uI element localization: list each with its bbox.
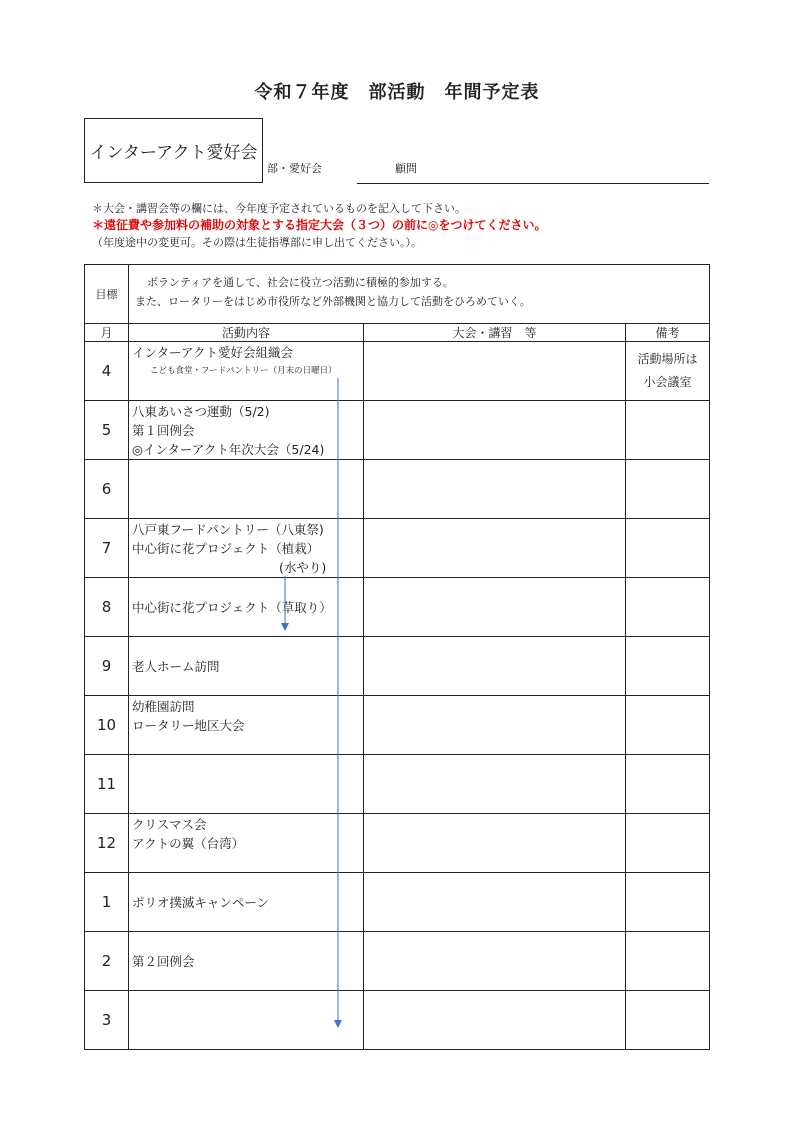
events-cell — [364, 814, 626, 873]
activity-line: クリスマス会 — [132, 817, 207, 832]
activity-line: アクトの翼（台湾） — [132, 836, 245, 851]
events-cell — [364, 696, 626, 755]
activity-line: 中心街に花プロジェクト（草取り） — [132, 600, 332, 615]
activity-line: ◎インターアクト年次大会（5/24) — [132, 442, 325, 457]
month-row — [85, 578, 710, 637]
month-row — [85, 991, 710, 1050]
month-cell: 7 — [85, 519, 129, 578]
header-row — [85, 324, 710, 342]
activity-line: ポリオ撲滅キャンペーン — [132, 895, 270, 910]
month-row — [85, 342, 710, 401]
activity-line: 八東あいさつ運動（5/2) — [132, 404, 270, 419]
activity-cell — [129, 401, 364, 460]
month-cell: 12 — [85, 814, 129, 873]
activity-cell — [129, 696, 364, 755]
header-activity: 活動内容 — [129, 324, 364, 342]
remarks-cell — [626, 696, 710, 755]
remarks-line: 小会議室 — [643, 375, 692, 389]
month-cell: 9 — [85, 637, 129, 696]
events-cell — [364, 637, 626, 696]
club-name-box — [84, 118, 263, 183]
activity-cell — [129, 814, 364, 873]
activity-cell — [129, 342, 364, 401]
activity-line: 第２回例会 — [132, 954, 195, 969]
activity-line: こども食堂・フードパントリー（月末の日曜日） — [150, 366, 337, 376]
month-row — [85, 755, 710, 814]
month-cell: 4 — [85, 342, 129, 401]
events-cell — [364, 578, 626, 637]
activity-line: (水やり) — [279, 560, 327, 575]
goal-text — [129, 265, 710, 324]
remarks-cell — [626, 932, 710, 991]
remarks-cell — [626, 755, 710, 814]
advisor-underline — [357, 183, 709, 184]
events-cell — [364, 932, 626, 991]
club-type-label: 部・愛好会 — [267, 162, 322, 175]
remarks-cell — [626, 991, 710, 1050]
activity-cell — [129, 932, 364, 991]
month-row — [85, 637, 710, 696]
header-month: 月 — [85, 324, 129, 342]
activity-cell — [129, 637, 364, 696]
month-cell: 3 — [85, 991, 129, 1050]
remarks-cell — [626, 578, 710, 637]
header-events: 大会・講習 等 — [364, 324, 626, 342]
activity-line: ロータリー地区大会 — [132, 718, 245, 733]
page-title: 令和７年度 部活動 年間予定表 — [254, 82, 540, 103]
month-cell: 6 — [85, 460, 129, 519]
club-name: インターアクト愛好会 — [89, 143, 258, 163]
activity-cell — [129, 755, 364, 814]
goal-line: ボランティアを通して、社会に役立つ活動に積極的参加する。 — [147, 276, 454, 289]
month-row — [85, 460, 710, 519]
month-row — [85, 401, 710, 460]
events-cell — [364, 460, 626, 519]
activity-line: 幼稚園訪問 — [132, 699, 195, 714]
month-cell: 8 — [85, 578, 129, 637]
remarks-cell — [626, 814, 710, 873]
activity-cell — [129, 460, 364, 519]
events-cell — [364, 401, 626, 460]
events-cell — [364, 873, 626, 932]
events-cell — [364, 519, 626, 578]
month-cell: 5 — [85, 401, 129, 460]
month-row — [85, 814, 710, 873]
events-cell — [364, 342, 626, 401]
activity-line: 老人ホーム訪問 — [132, 659, 220, 674]
goal-row — [85, 265, 710, 324]
activity-line: 八戸東フードパントリー（八東祭) — [132, 522, 324, 537]
remarks-cell — [626, 873, 710, 932]
month-row — [85, 519, 710, 578]
advisor-label: 顧問 — [395, 162, 417, 175]
note-instruction: ＊大会・講習会等の欄には、今年度予定されているものを記入して下さい。 — [92, 202, 466, 215]
month-cell: 11 — [85, 755, 129, 814]
activity-cell — [129, 578, 364, 637]
month-cell: 1 — [85, 873, 129, 932]
header-remarks: 備考 — [626, 324, 710, 342]
activity-line: 中心街に花プロジェクト（植栽） — [132, 541, 320, 556]
activity-line: インターアクト愛好会組織会 — [132, 345, 294, 360]
goal-line: また、ロータリーをはじめ市役所など外部機関と協力して活動をひろめていく。 — [135, 295, 531, 308]
activity-cell — [129, 991, 364, 1050]
remarks-line: 活動場所は — [637, 352, 698, 366]
note-change-policy: （年度途中の変更可。その際は生徒指導部に申し出てください。）。 — [92, 236, 422, 249]
activity-cell — [129, 873, 364, 932]
remarks-cell — [626, 637, 710, 696]
remarks-cell — [626, 519, 710, 578]
remarks-cell — [626, 401, 710, 460]
note-designated-events: ＊遠征費や参加料の補助の対象とする指定大会（３つ）の前に◎をつけてください。 — [92, 218, 547, 232]
events-cell — [364, 755, 626, 814]
events-cell — [364, 991, 626, 1050]
schedule-table — [84, 264, 710, 1050]
month-row — [85, 696, 710, 755]
activity-line: 第１回例会 — [132, 423, 195, 438]
remarks-cell — [626, 460, 710, 519]
month-row — [85, 932, 710, 991]
activity-cell — [129, 519, 364, 578]
month-row — [85, 873, 710, 932]
remarks-cell — [626, 342, 710, 401]
goal-label: 目標 — [85, 265, 129, 324]
month-cell: 10 — [85, 696, 129, 755]
month-cell: 2 — [85, 932, 129, 991]
